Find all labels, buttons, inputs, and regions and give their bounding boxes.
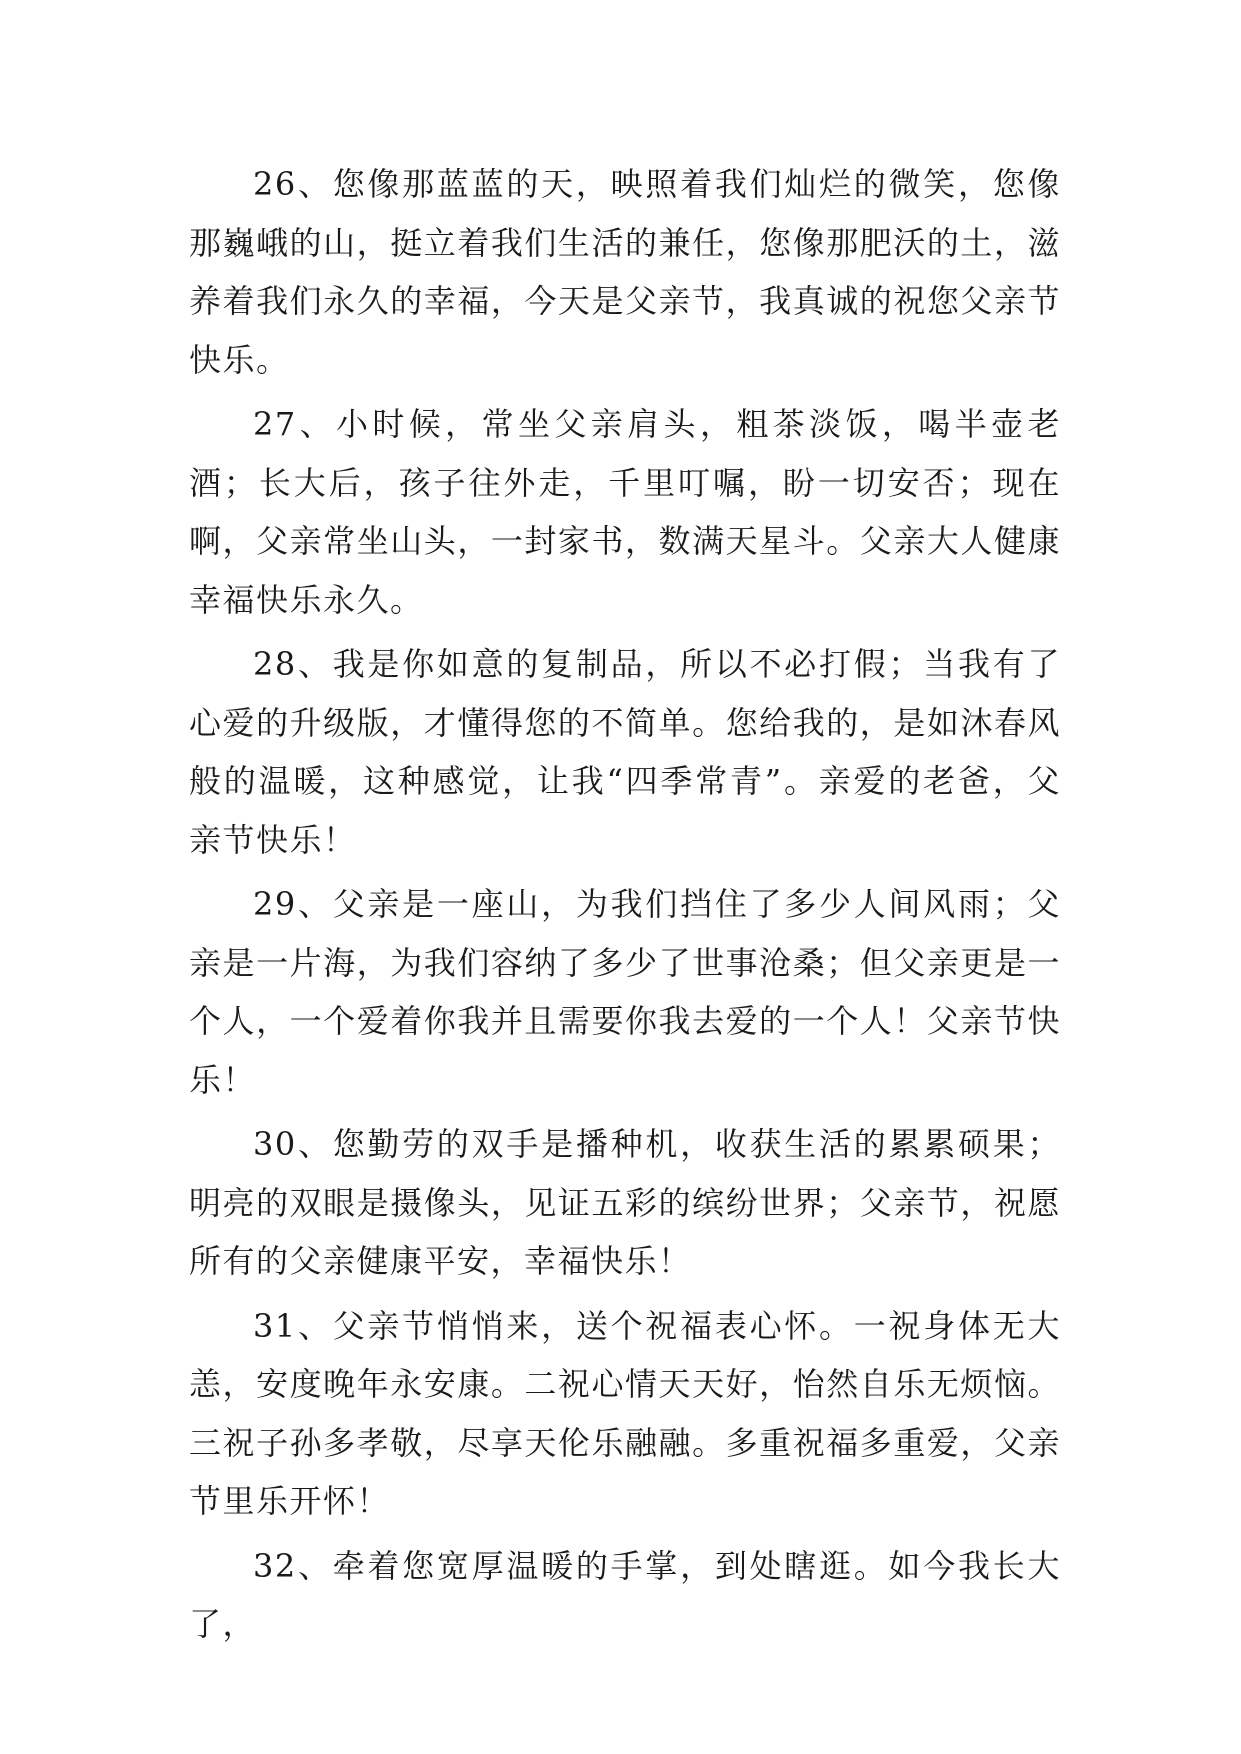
document-body — [189, 155, 1061, 1660]
paragraph-26: 26、您像那蓝蓝的天，映照着我们灿烂的微笑，您像那巍峨的山，挺立着我们生活的兼任，您像那肥沃的土，滋养着我们永久的幸福，今天是父亲节，我真诚的祝您父亲节快乐。 — [189, 165, 1061, 379]
paragraph-28: 28、我是你如意的复制品，所以不必打假；当我有了心爱的升级版，才懂得您的不简单。您给我的，是如沐春风般的温暖，这种感觉，让我“四季常青”。亲爱的老爸，父亲节快乐！ — [189, 645, 1061, 859]
paragraph-30: 30、您勤劳的双手是播种机，收获生活的累累硕果；明亮的双眼是摄像头，见证五彩的缤纷世界；父亲节，祝愿所有的父亲健康平安，幸福快乐！ — [189, 1125, 1061, 1280]
paragraph-32: 32、牵着您宽厚温暖的手掌，到处瞎逛。如今我长大了， — [189, 1546, 1061, 1643]
paragraph-27: 27、小时候，常坐父亲肩头，粗茶淡饭，喝半壶老酒；长大后，孩子往外走，千里叮嘱，盼一切安否；现在啊，父亲常坐山头，一封家书，数满天星斗。父亲大人健康幸福快乐永久。 — [189, 405, 1061, 619]
paragraph-29: 29、父亲是一座山，为我们挡住了多少人间风雨；父亲是一片海，为我们容纳了多少了世事沧桑；但父亲更是一个人，一个爱着你我并且需要你我去爱的一个人！父亲节快乐！ — [189, 885, 1061, 1099]
paragraph-31: 31、父亲节悄悄来，送个祝福表心怀。一祝身体无大恙，安度晚年永安康。二祝心情天天好，怡然自乐无烦恼。三祝子孙多孝敬，尽享天伦乐融融。多重祝福多重爱，父亲节里乐开怀！ — [189, 1306, 1061, 1520]
